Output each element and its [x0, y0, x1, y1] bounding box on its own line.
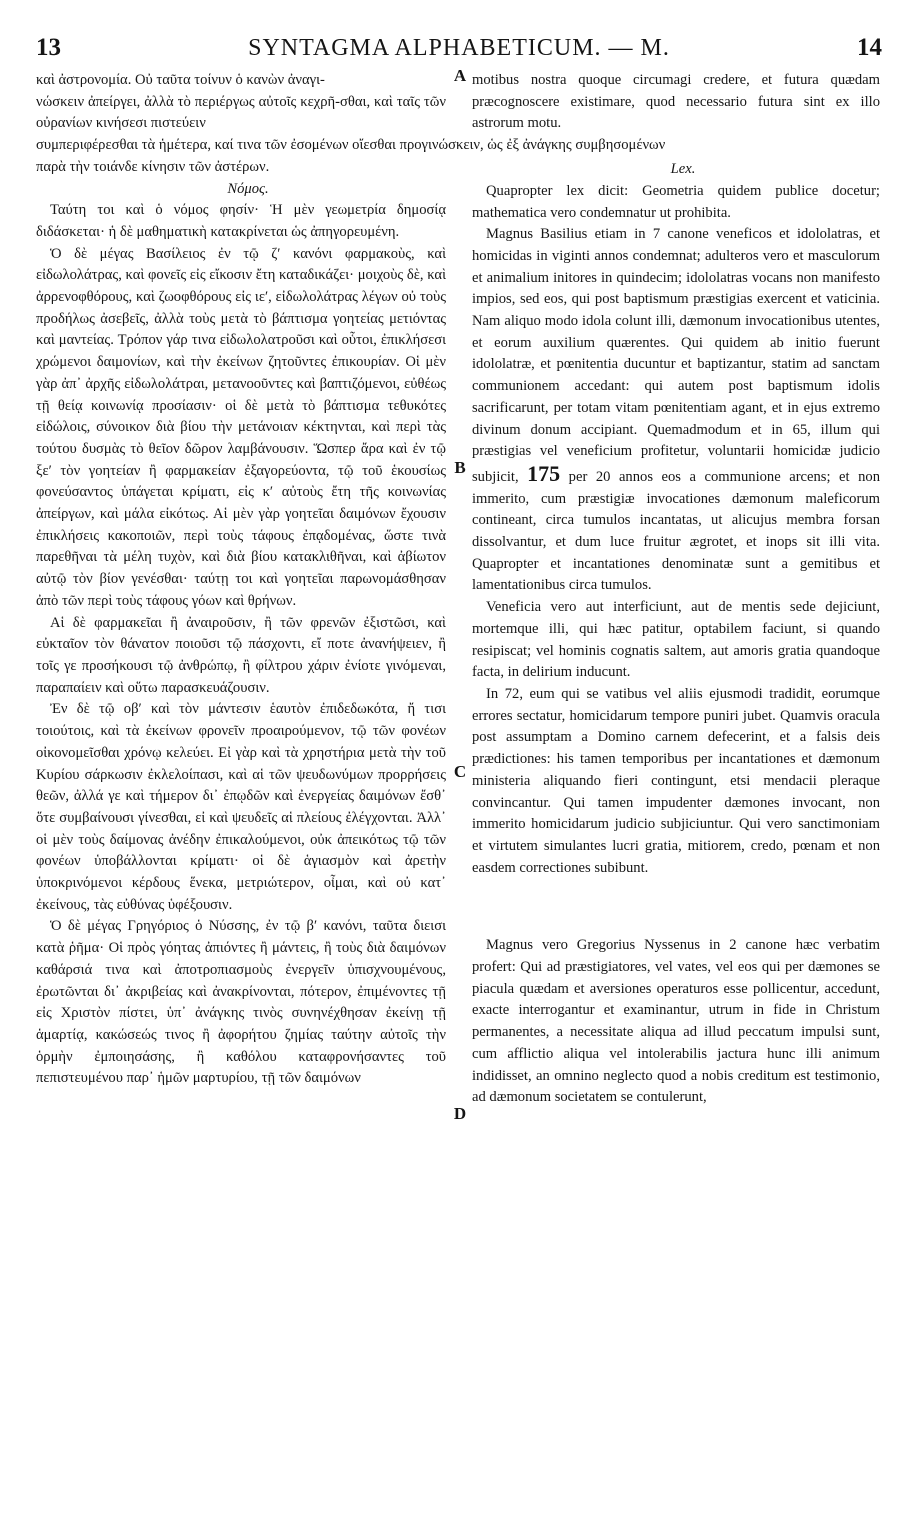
latin-heading-lex: Lex. — [670, 161, 696, 178]
page-header — [36, 34, 882, 62]
greek-para-0a: καὶ ἀστρονομία. Οὐ ταῦτα τοίνυν ὁ κανὼν ἀναγι- — [36, 72, 325, 88]
greek-heading-nomos: Νόμος. — [227, 180, 269, 197]
margin-letter-c: C — [453, 762, 467, 781]
greek-para-3: Αἱ δὲ φαρμακεῖαι ἢ ἀναιροῦσιν, ἢ τῶν φρενῶν ἐξιστῶσι, καὶ εὐκταῖον τὸν θάνατον ποιοῦσι τῷ πάσχοντι, εἴ ποτε ἀνανήψειεν, ἢ τοῖς γε προσήκουσι τῷ ἀνθρώπῳ, ἢ φίλτρου χάριν ἐνίοτε γινόμεναι, παραπαίειν καὶ οὕτω παρασκευάζουσιν. — [36, 614, 446, 696]
page-number-right: 14 — [857, 34, 882, 61]
latin-para-1: Quapropter lex dicit: Geometria quidem publice docetur; mathematica vero condemnatur ut prohibita. — [472, 182, 880, 221]
greek-para-0b: νώσκειν ἀπείργει, ἀλλὰ τὸ περιέργως αὐτοῖς κεχρῆ-σθαι, καὶ ταῖς τῶν οὐρανίων κινήσεσι πιστεύειν — [36, 93, 446, 132]
greek-para-0c: συμπεριφέρεσθαι τὰ ἡμέτερα, καί τινα τῶν ἐσομένων οἴεσθαι προγινώσκειν, ὡς ἐξ ἀνάγκης συμβησομένων — [36, 137, 666, 154]
greek-para-5: Ὁ δὲ μέγας Γρηγόριος ὁ Νύσσης, ἐν τῷ βʹ κανόνι, ταῦτα διεισι κατὰ ῥῆμα· Οἱ πρὸς γόητας ἀπιόντες ἢ μάντεις, ἢ τοὺς διὰ δαιμόνων καθάρσιά τινα καὶ ἀποτροπιασμοὺς ἐνεργεῖν ὑπισχνουμένους, ἐρωτῶνται δι᾽ ἀκριβείας καὶ ἀνακρίνονται, πότερον, ἐπιμένοντες τῇ εἰς Χριστὸν πίστει, ὑπ᾽ ἀνάγκης τινὸς συνηνέχθησαν ἐκείνῃ τῇ ἁμαρτίᾳ, κακώσεώς τινος ἢ ἀφορήτου ζημίας ταύτην αὐτοῖς τὴν ὁρμὴν ἐμποιησάσης, ἢ καθόλου καταφρονήσαντες τοῦ πεπιστευμένου παρ᾽ ἡμῶν μαρτυρίου, τῇ τῶν δαιμόνων — [36, 918, 446, 1087]
latin-column — [472, 70, 880, 1109]
greek-para-1: Ταύτη τοι καὶ ὁ νόμος φησίν· Ἡ μὲν γεωμετρία δημοσίᾳ διδάσκεται· ἡ δὲ μαθηματικὴ κατακρίνεται ὡς ἀπηγορευμένη. — [36, 202, 446, 240]
latin-spacer-2 — [472, 879, 880, 935]
margin-letter-d: D — [453, 1104, 467, 1123]
page-number-left: 13 — [36, 34, 61, 61]
latin-para-2 — [472, 224, 880, 597]
latin-para-0: motibus nostra quoque circumagi credere, et futura quædam præcognoscere existimare, quod necessario futura sint ex illo astrorum motu. — [472, 72, 880, 132]
latin-spacer — [472, 135, 880, 159]
margin-letter-a: A — [453, 66, 467, 85]
column-number: 175 — [527, 460, 561, 486]
latin-para-2a: Magnus Basilius etiam in 7 canone veneficos et idololatras, et homicidas in viginti annos condemnat; adulteros vero et masculorum et animalium initores in quindecim; idololatras vocans non manifesto impios, sed eos, qui post baptismum præstigias exercent et vaticinia. Nam aliquo modo idola colunt illi, dæmonum invocationibus utentes, et eorum auxilium quærentes. Qui quidem ab initio fuerunt idololatræ, et pœnitentia ducuntur et baptizantur, statim ad sanctam communionem accedant: qui autem post baptismum idolis sacrificarunt, per totam vitam pœnitentiam agant, et in ejus extremo divinum donum accipiant. Quemadmodum et in 65, illum qui præstigias vel veneficium profitetur, voluntarii homicidæ judicio subjicit, — [472, 226, 880, 485]
greek-para-2: Ὁ δὲ μέγας Βασίλειος ἐν τῷ ζʹ κανόνι φαρμακοὺς, καὶ εἰδωλολάτρας, καὶ φονεῖς εἰς εἴκοσιν ἔτη καταδικάζει· μοιχοὺς δὲ, καὶ ἀρρενοφθόρους, καὶ ζωοφθόρους εἰς ιεʹ, εἰδωλολάτρας λέγων οὐ τοὺς προδήλως ἀσεβεῖς, ἀλλὰ τοὺς μετὰ τὸ βάπτισμα γοητείας μετιόντας καὶ μαντείας. Τρόπον γάρ τινα εἰδωλολατροῦσι καὶ οὗτοι, ἐπικλήσεσι χρώμενοι δαιμονίων, καὶ τὴν ἐκείνων ζητοῦντες ἐπικουρίαν. Οἱ μὲν γὰρ ἀπ᾽ ἀρχῆς εἰδωλολάτραι, μετανοοῦντες καὶ βαπτιζόμενοι, εὐθέως τῇ θείᾳ κοινωνίᾳ προσίασιν· οἱ δὲ μετὰ τὸ βάπτισμα τεθυκότες εἰδώλοις, σύνοικον διὰ βίου τὴν μετάνοιαν κέκτηνται, καὶ περὶ τὰς τούτου δυσμὰς τὸ θεῖον δῶρον λαμβάνουσιν. Ὥσπερ ἄρα καὶ ἐν τῷ ξεʹ τὸν γοητείαν ἢ φαρμακείαν ἐξαγορεύοντα, τῷ τοῦ ἑκουσίως φονεύσαντος ὑπάγεται κρίματι, εἰς κʹ αὐτοὺς ἔτη τῆς κοινωνίας ἀπείργων, καὶ μάλα εἰκότως. Αἱ μὲν γὰρ γοητεῖαι δαιμόνων ἔχουσιν ἐπικλήσεις κακοποιῶν, περὶ τοὺς τάφους ἐπᾳδομένας, ὥστε τινὰ παρεθῆναι τὰ μέλη τυχὸν, καὶ διὰ βίου κατακλιθῆναι, καὶ ἀβίωτον αὐτῷ τὸν βίον γενέσθαι· ταύτῃ τοι καὶ γοητεῖαι παρωνομάσθησαν ἀπὸ τῶν περὶ τοὺς τάφους γόων καὶ θρήνων. — [36, 245, 446, 609]
greek-para-0d: παρὰ τὴν τοιάνδε κίνησιν τῶν ἀστέρων. — [36, 158, 270, 175]
margin-letter-b: B — [454, 458, 466, 477]
running-title: SYNTAGMA ALPHABETICUM. — M. — [248, 35, 670, 61]
latin-para-5: Magnus vero Gregorius Nyssenus in 2 canone hæc verbatim profert: Qui ad præstigiatores, vel vates, vel eos qui per dæmones se piacula quædam et aversiones operaturos esse pollicentur, accedunt, exacte interrogantur et examinantur, utrum in fide in Christum permanentes, a necessitate aliqua ad illud peccatum impulsi sunt, cum afflictio aliqua vel intolerabilis jactura hunc illi animum indidisset, an omnino neglecto quod a nobis creditum est testimonio, ad dæmonum societatem se contulerunt, — [472, 937, 880, 1106]
greek-para-4: Ἐν δὲ τῷ οβʹ καὶ τὸν μάντεσιν ἑαυτὸν ἐπιδεδωκότα, ἤ τισι τοιούτοις, καὶ τὰ ἐκείνων φρονεῖν προαιρούμενον, τῷ τῶν φονέων οἰκονομεῖσθαι χρόνῳ κελεύει. Εἰ γὰρ καὶ τὰ χρηστήρια μετὰ τὴν τοῦ Κυρίου σάρκωσιν ἐκλελοίπασι, καὶ αἱ τῶν ψευδωνύμων προρρήσεις θεῶν, ἀλλά γε καὶ τήμερον δι᾽ ἐπῳδῶν καὶ ἐνεργείας δαιμόνων ἔσθ᾽ ὅτε συμβαίνουσι γίνεσθαι, εἰ καὶ ψευδεῖς αἱ πλείους ἐλέγχονται. Ἀλλ᾽ οἱ μὲν τοὺς δαίμονας ἀνέδην ἐπικαλούμενοι, οὐκ ἀπεικότως τῷ τῶν φονέων ὑποβάλλονται κρίματι· οἱ δὲ ἁγιασμὸν καὶ ἀρετὴν ὑποκρινόμενοι κέρδους ἕνεκα, μετριώτερον, οἶμαι, καὶ οὐ κατ᾽ ἐκείνους, τὰς εὐθύνας ὑφέξουσιν. — [36, 701, 446, 913]
latin-para-4: In 72, eum qui se vatibus vel aliis ejusmodi tradidit, eorumque errores sectatur, homicidarum tempore puniri jubet. Quamvis oracula post assumptam a Domino carnem defecerint, et a falsis deis prædictiones: his tamen temporibus per incantationes et dæmonum ministeria aliquando fieri contingunt, etsi mendacii pleraque convincantur. Qui tamen impudenter dæmones invocant, non immerito homicidarum judicio subjiciuntur. Qui vero sanctimoniam et virtutem simulantes lucri gratia, mitiorem, credo, pœnam et non easdem correctiones subibunt. — [472, 685, 880, 876]
latin-para-3: Veneficia vero aut interficiunt, aut de mentis sede dejiciunt, mortemque illi, qui hæc patitur, optabilem faciunt, si quando resipiscat; vel hominis cognatis saltem, aut amoris gratia quandoque facta, in delirium inducunt. — [472, 599, 880, 681]
latin-para-2b: per 20 annos eos a communione arcens; et non immerito, cum præstigiæ invocationes dæmonum maleficorum contineant, circa tumulos incantatas, ut alicujus membra forsan dissolvantur, et dum luce fruitur ægrotet, et inops sit illi vita. Quapropter et incantationes denominatæ sunt a gemitibus et lamentationibus circa tumulos. — [472, 468, 881, 594]
